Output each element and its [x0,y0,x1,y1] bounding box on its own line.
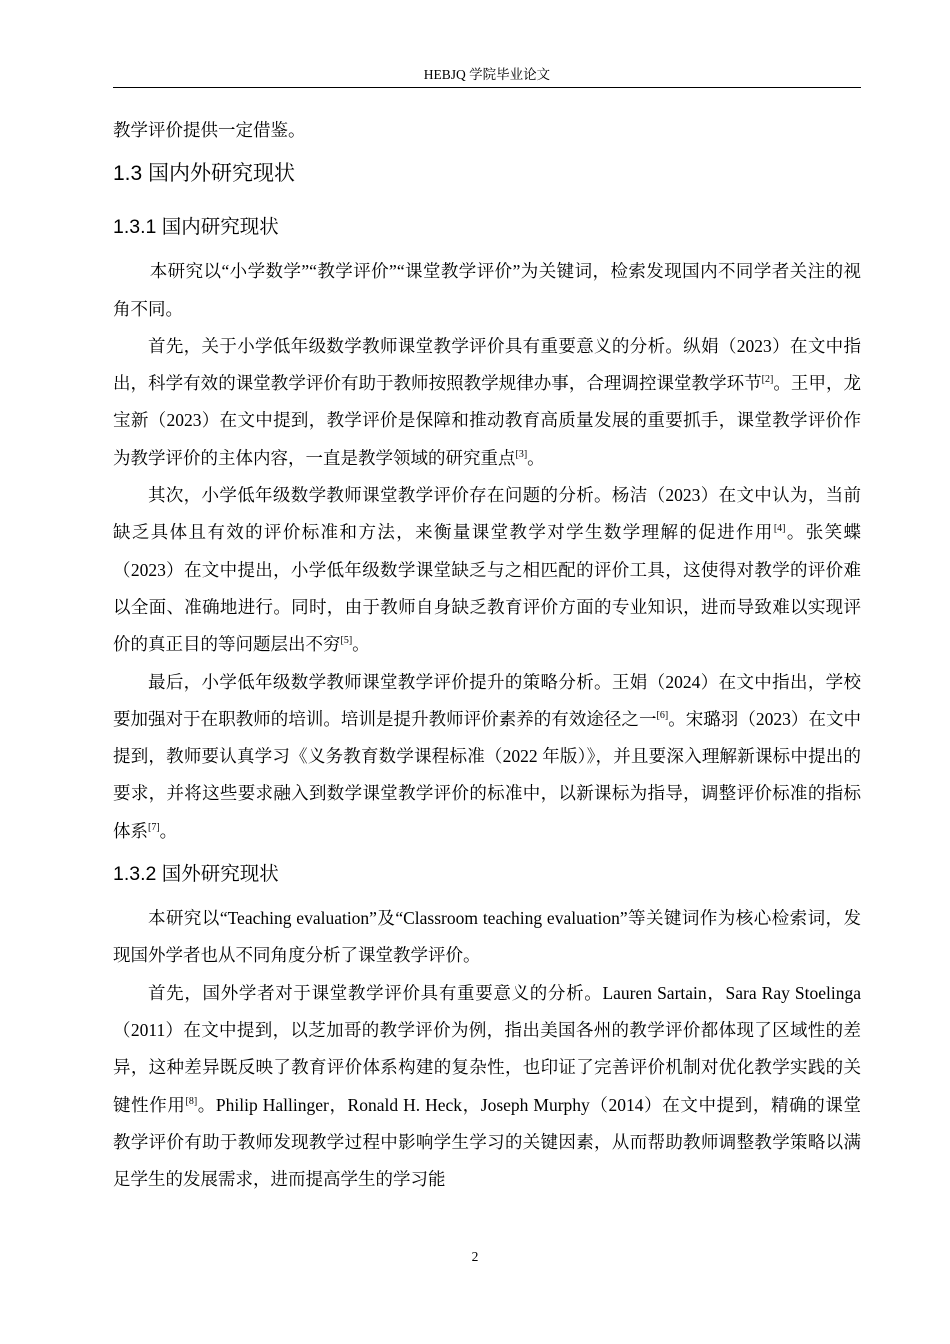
paragraph-domestic-intro: 本研究以“小学数学”“教学评价”“课堂教学评价”为关键词，检索发现国内不同学者关注的视角不同。 [113,261,861,319]
paragraph-text: 。 [352,634,370,655]
lead-line: 教学评价提供一定借鉴。 [113,120,306,140]
citation-ref: [4] [773,523,786,535]
paragraph-text: 其次，小学低年级数学教师课堂教学评价存在问题的分析。杨洁（2023）在文中认为，当前缺乏具体且有效的评价标准和方法，来衡量课堂教学对学生数学理解的促进作用 [113,485,861,543]
paragraph-domestic-significance [113,328,861,477]
paragraph-text: 。 [527,447,545,468]
subsection-heading-1-3-1: 1.3.1 国内研究现状 [113,216,279,239]
citation-ref: [6] [656,709,669,721]
header-divider [113,87,861,88]
paragraph-text: 最后，小学低年级数学教师课堂教学评价提升的策略分析。王娟（2024）在文中指出，学校要加强对于在职教师的培训。培训是提升教师评价素养的有效途径之一 [113,671,861,729]
paragraph-foreign-significance [113,975,861,1199]
citation-ref: [8] [185,1095,198,1107]
citation-ref: [7] [148,821,160,833]
citation-ref: [5] [340,635,353,647]
section-heading-1-3: 1.3 国内外研究现状 [113,162,296,186]
paragraph-text: 。王甲，龙宝新（2023）在文中提到，教学评价是保障和推动教育高质量发展的重要抓手，课堂教学评价作为教学评价的主体内容，一直是教学领域的研究重点 [113,373,862,468]
citation-ref: [3] [515,448,528,460]
paragraph-domestic-problems [113,477,861,663]
paragraph-text: 。Philip Hallinger，Ronald H. Heck，Joseph Murphy（2014）在文中提到，精确的课堂教学评价有助于教师发现教学过程中影响学生学习的关键因素，从而帮助教师调整教学策略以满足学生的发展需求，进而提高学生的学习能 [113,1094,862,1190]
paragraph-text: 。宋璐羽（2023）在文中提到，教师要认真学习《义务教育数学课程标准（2022 年版）》，并且要深入理解新课标中提出的要求，并将这些要求融入到数学课堂教学评价的标准中，以新课标为指导，调整评价标准的指标体系 [113,708,862,841]
subsection-heading-1-3-2: 1.3.2 国外研究现状 [113,863,279,886]
paragraph-text: 首先，国外学者对于课堂教学评价具有重要意义的分析。Lauren Sartain，Sara Ray Stoelinga（2011）在文中提到，以芝加哥的教学评价为例，指出美国各州的教学评价都体现了区域性的差异，这种差异既反映了教育评价体系构建的复杂性，也印证了完善评价机制对优化教学实践的关键性作用 [113,982,861,1115]
paragraph-text: 首先，关于小学低年级数学教师课堂教学评价具有重要意义的分析。纵娟（2023）在文中指出，科学有效的课堂教学评价有助于教师按照教学规律办事，合理调控课堂教学环节 [113,335,861,394]
running-header: HEBJQ 学院毕业论文 [423,67,551,82]
paragraph-text: 。张笑蝶（2023）在文中提出，小学低年级数学课堂缺乏与之相匹配的评价工具，这使得对教学的评价难以全面、准确地进行。同时，由于教师自身缺乏教育评价方面的专业知识，进而导致难以实现评价的真正目的等问题层出不穷 [113,522,862,655]
page-body [113,112,861,1198]
paragraph-foreign-intro: 本研究以“Teaching evaluation”及“Classroom teaching evaluation”等关键词作为核心检索词，发现国外学者也从不同角度分析了课堂教学评价。 [113,908,861,966]
citation-ref: [2] [761,374,774,386]
page-number: 2 [471,1249,479,1264]
paragraph-domestic-strategies [113,664,861,850]
paragraph-text: 。 [159,820,178,841]
